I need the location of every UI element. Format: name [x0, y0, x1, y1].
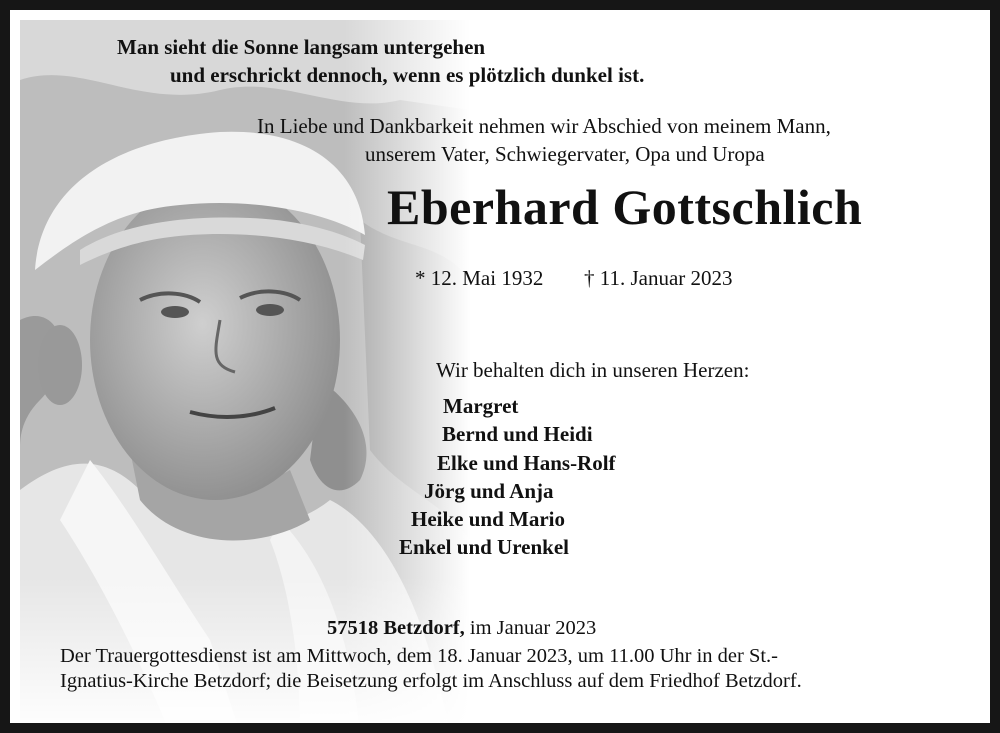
- mourner-name: Heike und Mario: [411, 507, 566, 531]
- mourner-name: Elke und Hans-Rolf: [437, 451, 616, 475]
- place-city: 57518 Betzdorf,: [327, 617, 465, 639]
- death-date: † 11. Januar 2023: [584, 266, 733, 290]
- mourner-name: Jörg und Anja: [424, 479, 554, 503]
- mourners-heading: Wir behalten dich in unseren Herzen:: [436, 358, 750, 382]
- deceased-name: Eberhard Gottschlich: [387, 179, 863, 235]
- place-month: im Januar 2023: [469, 617, 597, 639]
- mourner-name: Bernd und Heidi: [442, 422, 593, 446]
- birth-date: * 12. Mai 1932: [415, 266, 544, 290]
- quote-line-2: und erschrickt dennoch, wenn es plötzlich dunkel ist.: [170, 63, 645, 87]
- place-date: [327, 617, 596, 640]
- mourner-name: Enkel und Urenkel: [399, 535, 569, 559]
- quote-line-1: Man sieht die Sonne langsam untergehen: [117, 35, 486, 59]
- service-line-2: Ignatius-Kirche Betzdorf; die Beisetzung erfolgt im Anschluss auf dem Friedhof Betzdorf.: [60, 670, 802, 692]
- intro-line-1: In Liebe und Dankbarkeit nehmen wir Abschied von meinem Mann,: [257, 114, 831, 138]
- service-line-1: Der Trauergottesdienst ist am Mittwoch, dem 18. Januar 2023, um 11.00 Uhr in der St.-: [60, 645, 778, 667]
- intro-line-2: unserem Vater, Schwiegervater, Opa und Uropa: [365, 142, 765, 166]
- mourner-name: Margret: [443, 394, 519, 418]
